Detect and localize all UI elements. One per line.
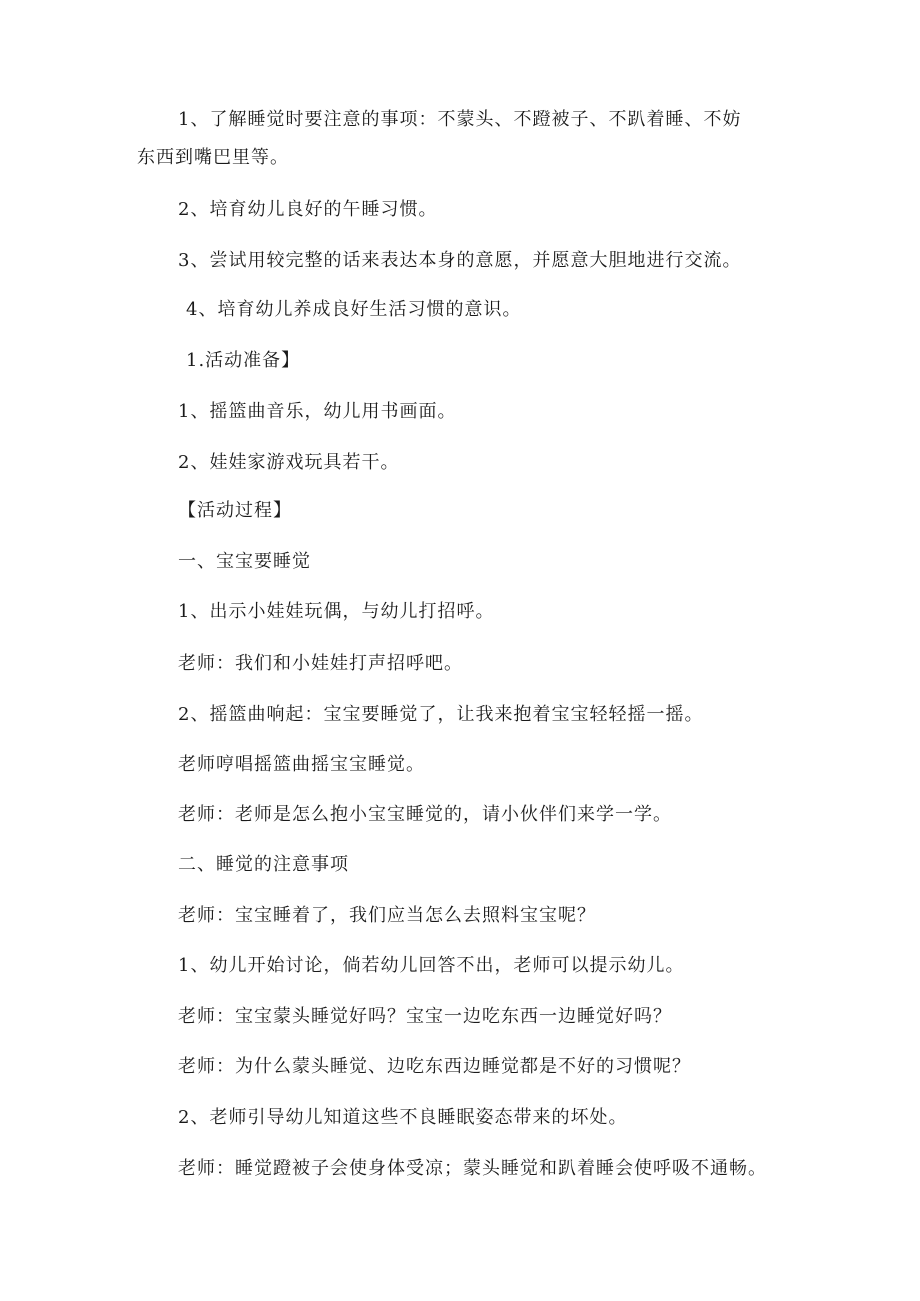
subheading-sleep-notes: 二、睡觉的注意事项 bbox=[178, 854, 349, 875]
teacher-line-2: 老师哼唱摇篮曲摇宝宝睡觉。 bbox=[178, 754, 425, 775]
subheading-baby-sleep: 一、宝宝要睡觉 bbox=[178, 551, 311, 572]
objective-3: 3、尝试用较完整的话来表达本身的意愿，并愿意大胆地进行交流。 bbox=[178, 250, 742, 271]
teacher-line-7: 老师：睡觉蹬被子会使身体受凉；蒙头睡觉和趴着睡会使呼吸不通畅。 bbox=[178, 1158, 767, 1179]
process-step-2: 2、摇篮曲响起：宝宝要睡觉了，让我来抱着宝宝轻轻摇一摇。 bbox=[178, 704, 704, 725]
teacher-line-5: 老师：宝宝蒙头睡觉好吗？宝宝一边吃东西一边睡觉好吗？ bbox=[178, 1006, 672, 1027]
teacher-line-1: 老师：我们和小娃娃打声招呼吧。 bbox=[178, 653, 463, 674]
section-heading-process: 【活动过程】 bbox=[178, 500, 292, 521]
notes-step-2: 2、老师引导幼儿知道这些不良睡眠姿态带来的坏处。 bbox=[178, 1107, 628, 1128]
objective-1-line-1: 1、了解睡觉时要注意的事项：不蒙头、不蹬被子、不趴着睡、不妨 bbox=[178, 109, 742, 130]
objective-4: 4、培育幼儿养成良好生活习惯的意识。 bbox=[186, 299, 522, 320]
objective-1-line-2: 东西到嘴巴里等。 bbox=[137, 147, 289, 168]
teacher-line-3: 老师：老师是怎么抱小宝宝睡觉的，请小伙伴们来学一学。 bbox=[178, 804, 672, 825]
preparation-item-1: 1、摇篮曲音乐，幼儿用书画面。 bbox=[178, 401, 457, 422]
section-heading-preparation: 1.活动准备】 bbox=[186, 350, 301, 371]
preparation-item-2: 2、娃娃家游戏玩具若干。 bbox=[178, 452, 400, 473]
teacher-line-6: 老师：为什么蒙头睡觉、边吃东西边睡觉都是不好的习惯呢？ bbox=[178, 1056, 691, 1077]
teacher-line-4: 老师：宝宝睡着了，我们应当怎么去照料宝宝呢？ bbox=[178, 905, 596, 926]
objective-2: 2、培育幼儿良好的午睡习惯。 bbox=[178, 199, 438, 220]
process-step-1: 1、出示小娃娃玩偶，与幼儿打招呼。 bbox=[178, 601, 495, 622]
notes-step-1: 1、幼儿开始讨论，倘若幼儿回答不出，老师可以提示幼儿。 bbox=[178, 955, 685, 976]
